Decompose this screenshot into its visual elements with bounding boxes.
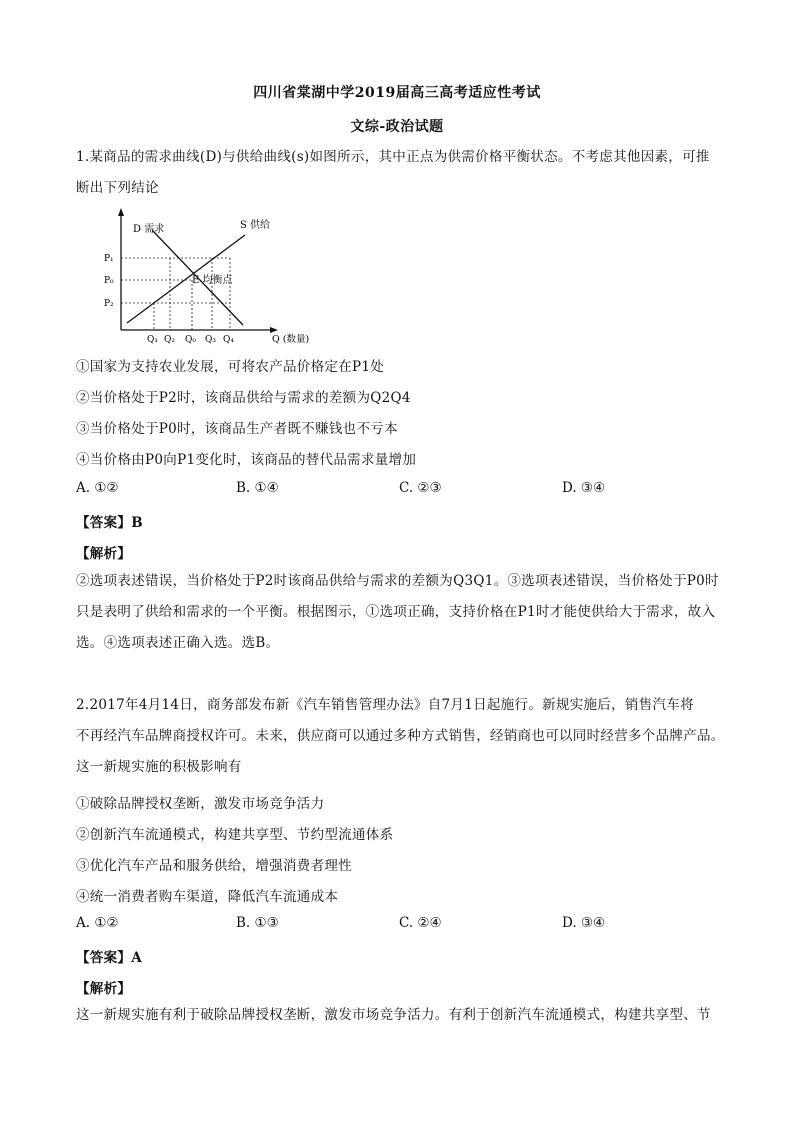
q1-statement: ③当价格处于P0时，该商品生产者既不赚钱也不亏本 [76, 421, 398, 437]
x-axis-arrow-icon [270, 327, 278, 333]
q2-analysis-heading: 【解析】 [76, 981, 132, 997]
y-axis-arrow-icon [118, 208, 124, 216]
equilibrium-label: E 均衡点 [192, 275, 233, 286]
q2-stem-line: 这一新规实施的积极影响有 [76, 759, 242, 775]
q1-analysis-heading: 【解析】 [76, 546, 132, 562]
x-tick-label: Q₀ [185, 335, 196, 345]
q2-stem-line: 不再经汽车品牌商授权许可。未来，供应商可以通过多种方式销售，经销商也可以同时经营多个品牌产品。 [76, 728, 725, 744]
q2-statement: ③优化汽车产品和服务供给，增强消费者理性 [76, 858, 352, 874]
x-tick-label: Q₁ [147, 335, 158, 345]
y-tick-label: P₀ [104, 276, 114, 286]
exam-title: 四川省棠湖中学2019届高三高考适应性考试 [253, 85, 541, 101]
q1-analysis-line: ②选项表述错误，当价格处于P2时该商品供给与需求的差额为Q3Q1。③选项表述错误，当价格处于P0时 [76, 573, 719, 589]
exam-subtitle: 文综-政治试题 [350, 119, 444, 135]
x-tick-label: Q₄ [223, 335, 234, 345]
q1-analysis-line: 只是表明了供给和需求的一个平衡。根据图示，①选项正确，支持价格在P1时才能使供给大于需求，故入 [76, 604, 716, 620]
q1-option-c: C. ②③ [399, 480, 442, 496]
demand-label: D 需求 [133, 224, 165, 235]
q1-option-b: B. ①④ [236, 480, 279, 496]
q2-stem [76, 690, 725, 783]
x-axis-label: Q (数量) [272, 334, 310, 345]
q1-option-a: A. ①② [76, 480, 119, 496]
q1-statement: ④当价格由P0向P1变化时，该商品的替代品需求量增加 [76, 452, 417, 468]
q2-analysis-line: 这一新规实施有利于破除品牌授权垄断，激发市场竞争活力。有利于创新汽车流通模式，构建共享型、节 [76, 1007, 711, 1023]
q2-option-d: D. ③④ [562, 915, 606, 931]
supply-demand-graph [100, 205, 315, 345]
q2-option-b: B. ①③ [236, 915, 279, 931]
q2-stem-line: 2.2017年4月14日，商务部发布新《汽车销售管理办法》自7月1日起施行。新规实施后，销售汽车将 [76, 697, 694, 713]
q1-stem [76, 142, 721, 204]
q2-answer: 【答案】A [76, 950, 142, 966]
q1-answer: 【答案】B [76, 515, 143, 531]
q1-analysis-line: 选。④选项表述正确入选。选B。 [76, 635, 280, 651]
x-tick-label: Q₂ [164, 335, 175, 345]
q1-option-d: D. ③④ [562, 480, 606, 496]
q2-statement: ②创新汽车流通模式，构建共享型、节约型流通体系 [76, 827, 394, 843]
y-tick-label: P₂ [104, 299, 114, 309]
q2-option-a: A. ①② [76, 915, 119, 931]
q1-statement: ②当价格处于P2时，该商品供给与需求的差额为Q2Q4 [76, 390, 411, 406]
q2-option-c: C. ②④ [399, 915, 442, 931]
q1-statement: ①国家为支持农业发展，可将农产品价格定在P1处 [76, 359, 385, 375]
q2-statement: ①破除品牌授权垄断，激发市场竞争活力 [76, 796, 325, 812]
x-tick-label: Q₃ [205, 335, 216, 345]
q1-stem-line: 断出下列结论 [76, 180, 159, 196]
supply-label: S 供给 [240, 220, 271, 231]
y-tick-label: P₁ [104, 254, 114, 264]
q2-analysis [76, 1000, 721, 1031]
q2-statement: ④统一消费者购车渠道，降低汽车流通成本 [76, 889, 339, 905]
q1-stem-line: 1.某商品的需求曲线(D)与供给曲线(s)如图所示，其中正点为供需价格平衡状态。不考虑其他因素，可推 [76, 149, 710, 165]
q1-analysis [76, 566, 721, 659]
